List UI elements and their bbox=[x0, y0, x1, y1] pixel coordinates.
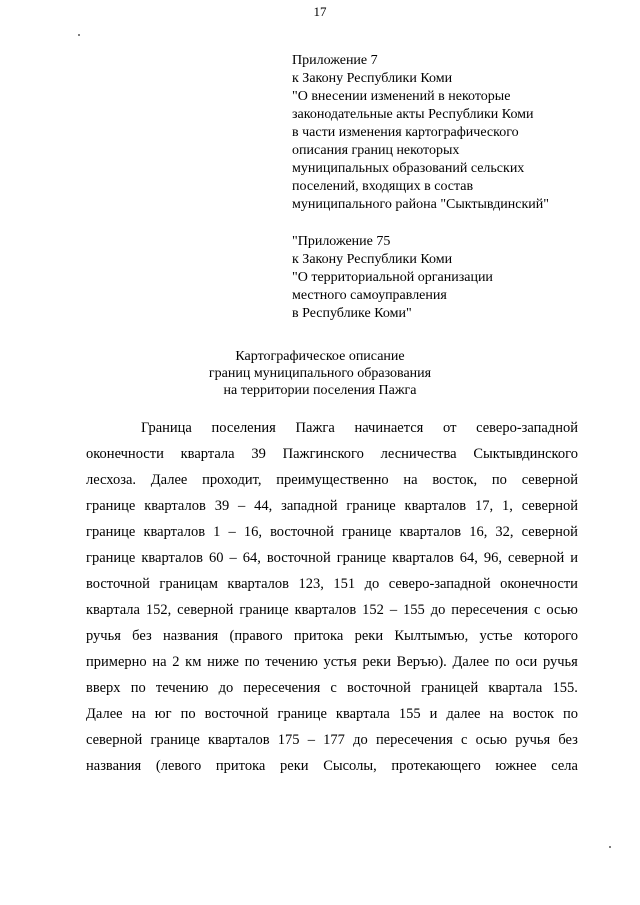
body-word: – bbox=[229, 550, 237, 566]
body-word: восточной bbox=[270, 524, 334, 540]
body-word: Сыктывдинского bbox=[473, 446, 578, 462]
body-word: 152, bbox=[145, 602, 172, 618]
scan-speck bbox=[78, 34, 80, 36]
body-word: устье bbox=[479, 628, 513, 644]
annex-original-line: "О территориальной организации bbox=[292, 270, 493, 285]
body-word: 17, bbox=[475, 498, 494, 514]
body-word: и bbox=[570, 550, 578, 566]
body-word: восточной bbox=[86, 576, 150, 592]
body-word: пересечения bbox=[451, 602, 529, 618]
body-line bbox=[86, 753, 578, 779]
body-word: по bbox=[494, 654, 510, 670]
body-word: реки bbox=[354, 628, 384, 644]
body-word: границей bbox=[421, 680, 479, 696]
body-word: пересечения bbox=[375, 732, 453, 748]
annex-current-line: муниципального района "Сыктывдинский" bbox=[292, 197, 550, 212]
body-word: восточной bbox=[266, 550, 331, 566]
body-word: 151 bbox=[333, 576, 356, 592]
annex-current-line: "О внесении изменений в некоторые bbox=[292, 89, 511, 104]
body-line bbox=[86, 701, 578, 727]
body-word: устья bbox=[323, 654, 357, 670]
body-word: Пажга bbox=[295, 420, 335, 436]
body-word: оси bbox=[515, 654, 538, 670]
body-word: с bbox=[534, 602, 541, 618]
body-word: 155. bbox=[552, 680, 578, 696]
body-word: северной bbox=[86, 732, 143, 748]
body-word: северной bbox=[177, 602, 234, 618]
body-word: течению bbox=[265, 654, 318, 670]
annex-current-line: описания границ некоторых bbox=[292, 143, 460, 158]
body-word: 16, bbox=[243, 524, 262, 540]
body-word: границе bbox=[342, 524, 392, 540]
title-line: Картографическое описание bbox=[235, 349, 405, 364]
body-word: границе bbox=[150, 732, 200, 748]
body-word: 60 bbox=[208, 550, 224, 566]
annex-current-block bbox=[292, 52, 549, 214]
body-line bbox=[86, 649, 578, 675]
body-word: кварталов bbox=[399, 524, 462, 540]
body-word: северо-западной bbox=[388, 576, 491, 592]
body-word: до bbox=[430, 602, 446, 618]
body-word: границе bbox=[86, 550, 136, 566]
body-word: восток, bbox=[432, 472, 478, 488]
body-line bbox=[86, 519, 578, 545]
body-word: (правого bbox=[229, 628, 283, 644]
body-word: границе bbox=[239, 602, 289, 618]
body-word: кварталов bbox=[227, 576, 289, 592]
body-line bbox=[86, 597, 578, 623]
body-word: квартала bbox=[335, 706, 390, 722]
body-word: лесничества bbox=[380, 446, 457, 462]
body-word: границам bbox=[159, 576, 218, 592]
body-word: кварталов bbox=[404, 498, 467, 514]
annex-current-line: поселений, входящих в состав bbox=[292, 179, 474, 194]
body-word: северо-западной bbox=[476, 420, 578, 436]
annex-original-line: к Закону Республики Коми bbox=[292, 252, 453, 267]
title-line: границ муниципального образования bbox=[208, 366, 432, 381]
document-title bbox=[0, 348, 640, 399]
body-word: примерно bbox=[86, 654, 147, 670]
body-word: до bbox=[218, 680, 234, 696]
body-word: 64, bbox=[459, 550, 478, 566]
body-word: 1, bbox=[502, 498, 513, 514]
annex-current-line: законодательные акты Республики Коми bbox=[292, 107, 534, 122]
annex-original-line: "Приложение 75 bbox=[292, 234, 391, 249]
body-word: квартала bbox=[86, 602, 140, 618]
annex-original-block bbox=[292, 233, 493, 323]
body-word: проходит, bbox=[202, 472, 262, 488]
body-word: названия bbox=[86, 758, 142, 774]
body-word: вверх bbox=[86, 680, 121, 696]
body-line bbox=[86, 545, 578, 571]
body-word: начинается bbox=[354, 420, 424, 436]
body-word: на bbox=[489, 706, 504, 722]
title-line: на территории поселения Пажга bbox=[223, 383, 417, 398]
body-word: с bbox=[460, 732, 468, 748]
body-word: реки bbox=[280, 758, 309, 774]
body-word: северной bbox=[507, 550, 565, 566]
body-line bbox=[86, 571, 578, 597]
body-word: 175 bbox=[277, 732, 300, 748]
body-word: северной bbox=[521, 472, 578, 488]
body-word: с bbox=[330, 680, 337, 696]
annex-current-line: в части изменения картографического bbox=[292, 125, 519, 140]
scan-speck bbox=[609, 846, 611, 848]
body-word: ниже bbox=[207, 654, 239, 670]
body-word: 177 bbox=[323, 732, 345, 748]
body-word: поселения bbox=[211, 420, 276, 436]
body-word: притока bbox=[215, 758, 266, 774]
body-word: 32, bbox=[495, 524, 514, 540]
body-word: Далее bbox=[150, 472, 188, 488]
body-line bbox=[86, 467, 578, 493]
body-word: кварталов bbox=[141, 550, 203, 566]
body-word: до bbox=[353, 732, 368, 748]
body-word: восточной bbox=[347, 680, 411, 696]
body-word: села bbox=[551, 758, 578, 774]
annex-original-line: в Республике Коми" bbox=[292, 306, 412, 321]
body-word: северной bbox=[521, 524, 578, 540]
body-line bbox=[86, 727, 578, 753]
body-word: 155 bbox=[398, 706, 421, 722]
body-word: кварталов bbox=[294, 602, 357, 618]
body-word: кварталов bbox=[144, 498, 206, 514]
body-word: далее bbox=[446, 706, 481, 722]
body-word: реки bbox=[362, 654, 391, 670]
body-word: 64, bbox=[242, 550, 261, 566]
body-word: кварталов bbox=[208, 732, 270, 748]
body-word: – bbox=[238, 498, 246, 514]
body-word: без bbox=[558, 732, 578, 748]
body-line bbox=[86, 675, 578, 701]
body-word: пересечения bbox=[243, 680, 321, 696]
body-word: 2 bbox=[172, 654, 180, 670]
body-word: от bbox=[443, 420, 457, 436]
body-word: 155 bbox=[403, 602, 425, 618]
body-word: квартала bbox=[488, 680, 543, 696]
body-word: кварталов bbox=[143, 524, 206, 540]
body-word: без bbox=[132, 628, 152, 644]
body-word: 39 bbox=[214, 498, 230, 514]
body-word: восток bbox=[512, 706, 554, 722]
body-word: по bbox=[562, 706, 578, 722]
body-word: ручья bbox=[86, 628, 121, 644]
body-word: Кылтымъю, bbox=[394, 628, 469, 644]
body-word: на bbox=[152, 654, 167, 670]
body-word: границе bbox=[346, 498, 396, 514]
body-word: восточной bbox=[204, 706, 269, 722]
body-word: 16, bbox=[469, 524, 488, 540]
body-word: преимущественно bbox=[276, 472, 389, 488]
body-word: оконечности bbox=[500, 576, 578, 592]
annex-original-line: местного самоуправления bbox=[292, 288, 447, 303]
annex-current-line: Приложение 7 bbox=[292, 53, 378, 68]
body-word: 1 bbox=[213, 524, 221, 540]
body-word: (левого bbox=[155, 758, 202, 774]
body-line bbox=[86, 623, 578, 649]
annex-current-line: муниципальных образований сельских bbox=[292, 161, 525, 176]
body-word: Далее bbox=[86, 706, 123, 722]
body-word: лесхоза. bbox=[86, 472, 137, 488]
body-word: 96, bbox=[483, 550, 502, 566]
body-line bbox=[86, 493, 578, 519]
body-word: ручья bbox=[515, 732, 551, 748]
body-word: притока bbox=[293, 628, 344, 644]
body-word: 152 bbox=[362, 602, 384, 618]
body-word: 39 bbox=[251, 446, 266, 462]
body-word: осью bbox=[546, 602, 578, 618]
body-word: 44, bbox=[254, 498, 273, 514]
annex-current-line: к Закону Республики Коми bbox=[292, 71, 453, 86]
body-word: которого bbox=[523, 628, 578, 644]
body-word: юг bbox=[154, 706, 172, 722]
body-word: границе bbox=[277, 706, 327, 722]
body-word: по bbox=[491, 472, 507, 488]
body-word: на bbox=[403, 472, 418, 488]
body-word: Веръю). bbox=[396, 654, 447, 670]
body-word: и bbox=[429, 706, 438, 722]
body-word: северной bbox=[521, 498, 578, 514]
body-line bbox=[141, 415, 578, 441]
body-word: протекающего bbox=[391, 758, 481, 774]
body-word: до bbox=[364, 576, 380, 592]
body-word: названия bbox=[162, 628, 219, 644]
body-word: границе bbox=[86, 524, 136, 540]
body-word: оконечности bbox=[86, 446, 164, 462]
body-word: границе bbox=[86, 498, 136, 514]
body-word: по bbox=[130, 680, 146, 696]
body-word: – bbox=[228, 524, 236, 540]
body-word: по bbox=[244, 654, 260, 670]
page-number: 17 bbox=[313, 4, 327, 19]
body-word: Граница bbox=[141, 420, 192, 436]
body-word: кварталов bbox=[392, 550, 454, 566]
body-word: границе bbox=[336, 550, 387, 566]
body-line bbox=[86, 441, 578, 467]
body-word: квартала bbox=[180, 446, 235, 462]
body-word: южнее bbox=[495, 758, 537, 774]
body-word: ручья bbox=[542, 654, 578, 670]
body-word: Пажгинского bbox=[282, 446, 364, 462]
body-word: западной bbox=[281, 498, 338, 514]
body-word: 123, bbox=[298, 576, 324, 592]
body-word: осью bbox=[475, 732, 508, 748]
body-word: по bbox=[180, 706, 196, 722]
body-word: Далее bbox=[452, 654, 490, 670]
body-word: – bbox=[389, 602, 398, 618]
body-word: – bbox=[307, 732, 315, 748]
body-word: км bbox=[185, 654, 202, 670]
body-word: течению bbox=[155, 680, 209, 696]
body-word: Сысолы, bbox=[323, 758, 377, 774]
body-word: на bbox=[131, 706, 146, 722]
